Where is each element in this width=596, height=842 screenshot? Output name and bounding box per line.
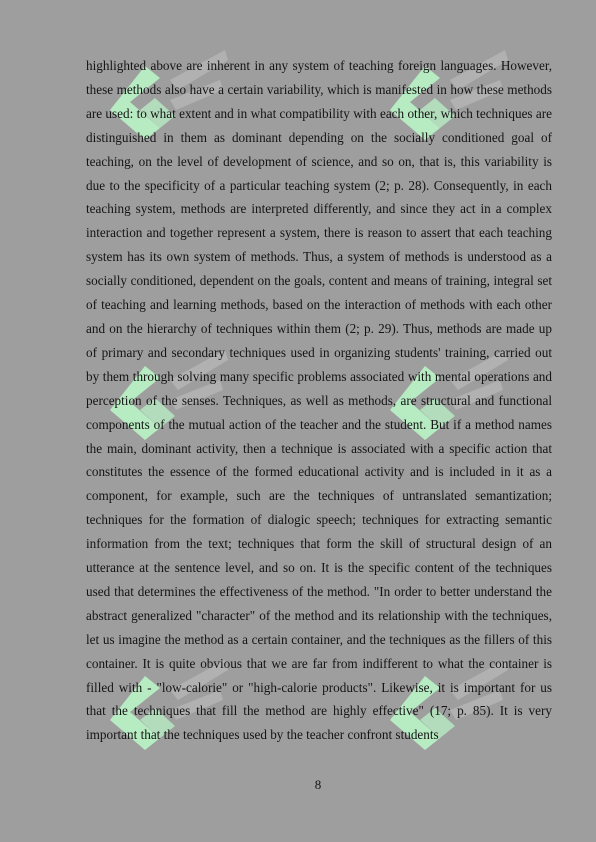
page-number: 8	[314, 777, 322, 792]
body-paragraph: highlighted above are inherent in any system of teaching foreign languages. However, these methods also have a certain variability, which is manifested in how these methods are used: to what extent and in what compatibility with each other, which techniques are distinguished in them as dominant depending on the socially conditioned goal of teaching, on the level of development of science, and so on, that is, this variability is due to the specificity of a particular teaching system (2; p. 28). Consequently, in each teaching system, methods are interpreted differently, and since they act in a complex interaction and together represent a system, there is reason to assert that each teaching system has its own system of methods. Thus, a system of methods is understood as a socially conditioned, dependent on the goals, content and means of training, integral set of teaching and learning methods, based on the interaction of methods with each other and on the hierarchy of techniques within them (2; p. 29). Thus, methods are made up of primary and secondary techniques used in organizing students' training, carried out by them through solving many specific problems associated with mental operations and perception of the senses. Techniques, as well as methods, are structural and functional components of the mutual action of the teacher and the student. But if a method names the main, dominant activity, then a technique is associated with a specific action that constitutes the essence of the formed educational activity and is included in it as a component, for example, such are the techniques of untranslated semantization; techniques for the formation of dialogic speech; techniques for extracting semantic information from the text; techniques that form the skill of structural design of an utterance at the sentence level, and so on. It is the specific content of the techniques used that determines the effectiveness of the method. "In order to better understand the abstract generalized "character" of the method and its relationship with the techniques, let us imagine the method as a certain container, and the techniques as the fillers of this container. It is quite obvious that we are far from indifferent to what the container is filled with - "low-calorie" or "high-calorie products". Likewise, it is important for us that the techniques that fill the method are highly effective" (17; p. 85). It is very important that the techniques used by the teacher confront students	[86, 58, 552, 743]
